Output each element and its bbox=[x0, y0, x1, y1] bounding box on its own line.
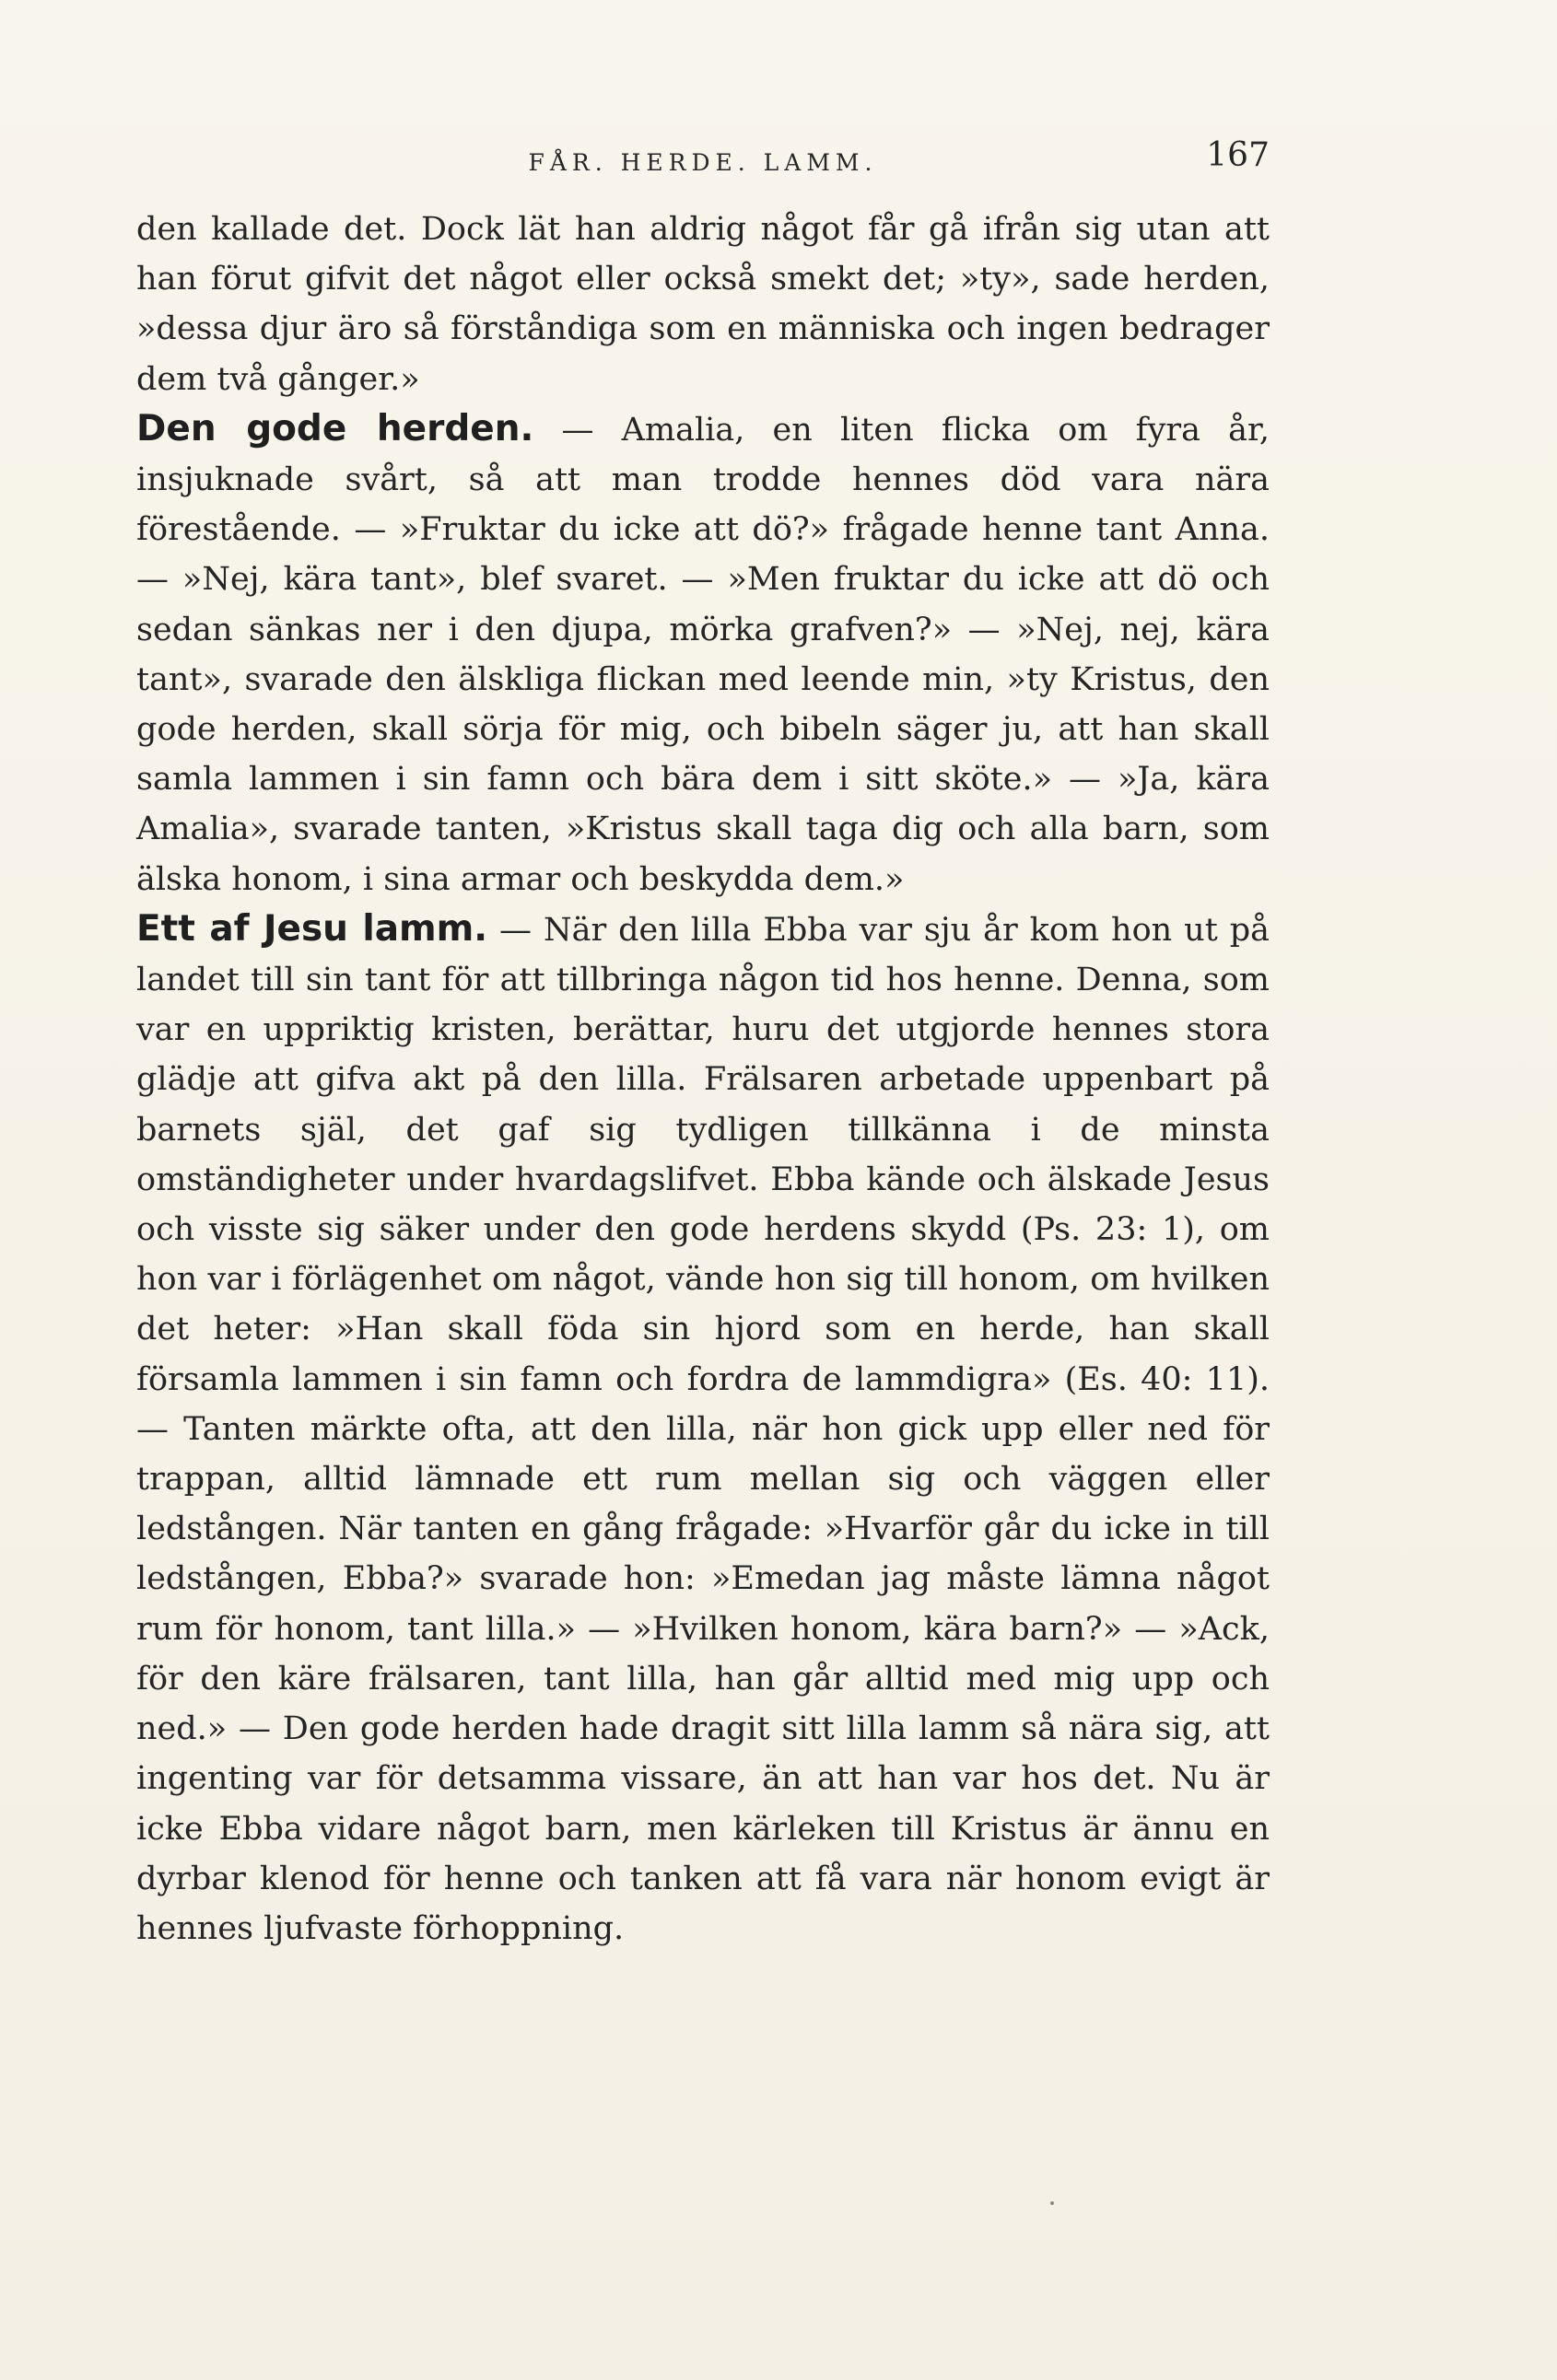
section-text: — När den lilla Ebba var sju år kom hon ut på landet till sin tant för att tillbringa någon tid hos henne. Denna, som var en uppriktig kristen, berättar, huru det utgjorde hennes stora glädje att gifva akt på den lilla. Frälsaren arbetade uppenbart på barnets själ, det gaf sig tydligen tillkänna i de minsta omständigheter under hvardagslifvet. Ebba kände och älskade Jesus och visste sig säker under den gode herdens skydd (Ps. 23: 1), om hon var i förlägenhet om något, vände hon sig till honom, om hvilken det heter: »Han skall föda sin hjord som en herde, han skall församla lammen i sin famn och fordra de lammdigra» (Es. 40: 11). — Tanten märkte ofta, att den lilla, när hon gick upp eller ned för trappan, alltid lämnade ett rum mellan sig och väggen eller ledstången. När tanten en gång frågade: »Hvarför går du icke in till ledstången, Ebba?» svarade hon: »Emedan jag måste lämna något rum för honom, tant lilla.» — »Hvilken honom, kära barn?» — »Ack, för den käre frälsaren, tant lilla, han går alltid med mig upp och ned.» — Den gode herden hade dragit sitt lilla lamm så nära sig, att ingenting var för detsamma vissare, än att han var hos det. Nu är icke Ebba vidare något barn, men kärleken till Kristus är ännu en dyrbar klenod för henne och tanken att få vara när honom evigt är hennes ljufvaste förhoppning. bbox=[136, 911, 1270, 1947]
section-heading: Ett af Jesu lamm. bbox=[136, 907, 488, 950]
section-heading: Den gode herden. bbox=[136, 407, 534, 449]
paper-speck bbox=[1050, 2201, 1054, 2205]
section-text: — Amalia, en liten flicka om fyra år, insjuknade svårt, så att man trodde hennes död vara nära förestående. — »Fruktar du icke att dö?» frågade henne tant Anna. — »Nej, kära tant», blef svaret. — »Men fruktar du icke att dö och sedan sänkas ner i den djupa, mörka grafven?» — »Nej, nej, kära tant», svarade den älskliga flickan med leende min, »ty Kristus, den gode herden, skall sörja för mig, och bibeln säger ju, att han skall samla lammen i sin famn och bära dem i sitt sköte.» — »Ja, kära Amalia», svarade tanten, »Kristus skall taga dig och alla barn, som älska honom, i sina armar och beskydda dem.» bbox=[136, 411, 1270, 898]
page-body bbox=[136, 204, 1270, 1954]
page-number: 167 bbox=[1206, 136, 1270, 174]
section-den-gode-herden bbox=[136, 404, 1270, 904]
section-ett-af-jesu-lamm bbox=[136, 904, 1270, 1954]
running-head: FÅR. HERDE. LAMM. bbox=[528, 149, 878, 176]
page-header bbox=[136, 136, 1270, 192]
continuation-paragraph: den kallade det. Dock lät han aldrig något får gå ifrån sig utan att han förut gifvit det något eller också smekt det; »ty», sade herden, »dessa djur äro så förståndiga som en människa och ingen bedrager dem två gånger.» bbox=[136, 211, 1270, 398]
